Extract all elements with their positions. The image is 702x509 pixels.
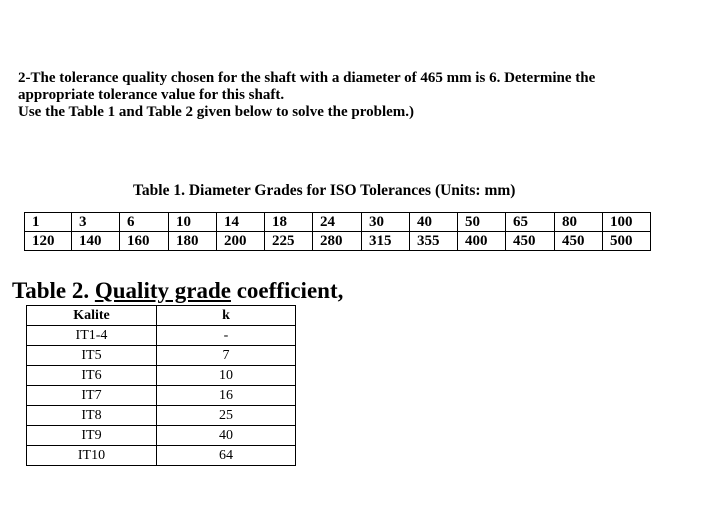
table-row: [27, 446, 296, 466]
table2-caption-suffix: coefficient,: [230, 278, 344, 303]
coefficient-cell: 40: [157, 426, 296, 446]
coefficient-cell: 7: [157, 346, 296, 366]
table-cell: 355: [410, 232, 458, 251]
grade-cell: IT5: [27, 346, 157, 366]
grade-cell: IT7: [27, 386, 157, 406]
table-cell: 100: [603, 213, 651, 232]
problem-line-1: 2-The tolerance quality chosen for the shaft with a diameter of 465 mm is 6. Determine the: [18, 70, 596, 86]
table-cell: 315: [362, 232, 410, 251]
table-cell: 400: [458, 232, 506, 251]
table-cell: 450: [506, 232, 555, 251]
table-cell: 18: [265, 213, 313, 232]
table-cell: 225: [265, 232, 313, 251]
coefficient-cell: 25: [157, 406, 296, 426]
table-row: [25, 232, 651, 251]
table2-caption: [12, 278, 343, 304]
table-row: [27, 386, 296, 406]
table-cell: 200: [217, 232, 265, 251]
table-cell: 180: [169, 232, 217, 251]
table-cell: 3: [72, 213, 120, 232]
table-cell: 80: [555, 213, 603, 232]
table-cell: 40: [410, 213, 458, 232]
table1-caption: Table 1. Diameter Grades for ISO Tolerances (Units: mm): [133, 182, 516, 199]
diameter-grades-table: [24, 212, 651, 251]
table-row: [27, 346, 296, 366]
table-cell: 24: [313, 213, 362, 232]
table-cell: 50: [458, 213, 506, 232]
problem-line-2: appropriate tolerance value for this shaft.: [18, 87, 285, 103]
table-row: [27, 326, 296, 346]
table-header-row: [27, 306, 296, 326]
problem-statement: [18, 70, 688, 121]
header-k: k: [157, 306, 296, 326]
table-row: [27, 406, 296, 426]
table-cell: 14: [217, 213, 265, 232]
table-cell: 280: [313, 232, 362, 251]
table-cell: 120: [25, 232, 72, 251]
coefficient-cell: 10: [157, 366, 296, 386]
table-cell: 1: [25, 213, 72, 232]
table2-caption-underlined: Quality grade: [94, 278, 231, 303]
grade-cell: IT8: [27, 406, 157, 426]
table-cell: 140: [72, 232, 120, 251]
grade-cell: IT10: [27, 446, 157, 466]
header-kalite: Kalite: [27, 306, 157, 326]
table-cell: 65: [506, 213, 555, 232]
quality-grade-table: [26, 305, 296, 466]
grade-cell: IT6: [27, 366, 157, 386]
table-cell: 6: [120, 213, 169, 232]
coefficient-cell: -: [157, 326, 296, 346]
table-row: [27, 426, 296, 446]
coefficient-cell: 16: [157, 386, 296, 406]
table-cell: 500: [603, 232, 651, 251]
table-cell: 30: [362, 213, 410, 232]
grade-cell: IT9: [27, 426, 157, 446]
table-row: [27, 366, 296, 386]
table-cell: 10: [169, 213, 217, 232]
table-cell: 450: [555, 232, 603, 251]
table-row: [25, 213, 651, 232]
coefficient-cell: 64: [157, 446, 296, 466]
grade-cell: IT1-4: [27, 326, 157, 346]
problem-line-3: Use the Table 1 and Table 2 given below to solve the problem.): [18, 104, 415, 120]
table-cell: 160: [120, 232, 169, 251]
table2-caption-prefix: Table 2.: [12, 278, 95, 303]
